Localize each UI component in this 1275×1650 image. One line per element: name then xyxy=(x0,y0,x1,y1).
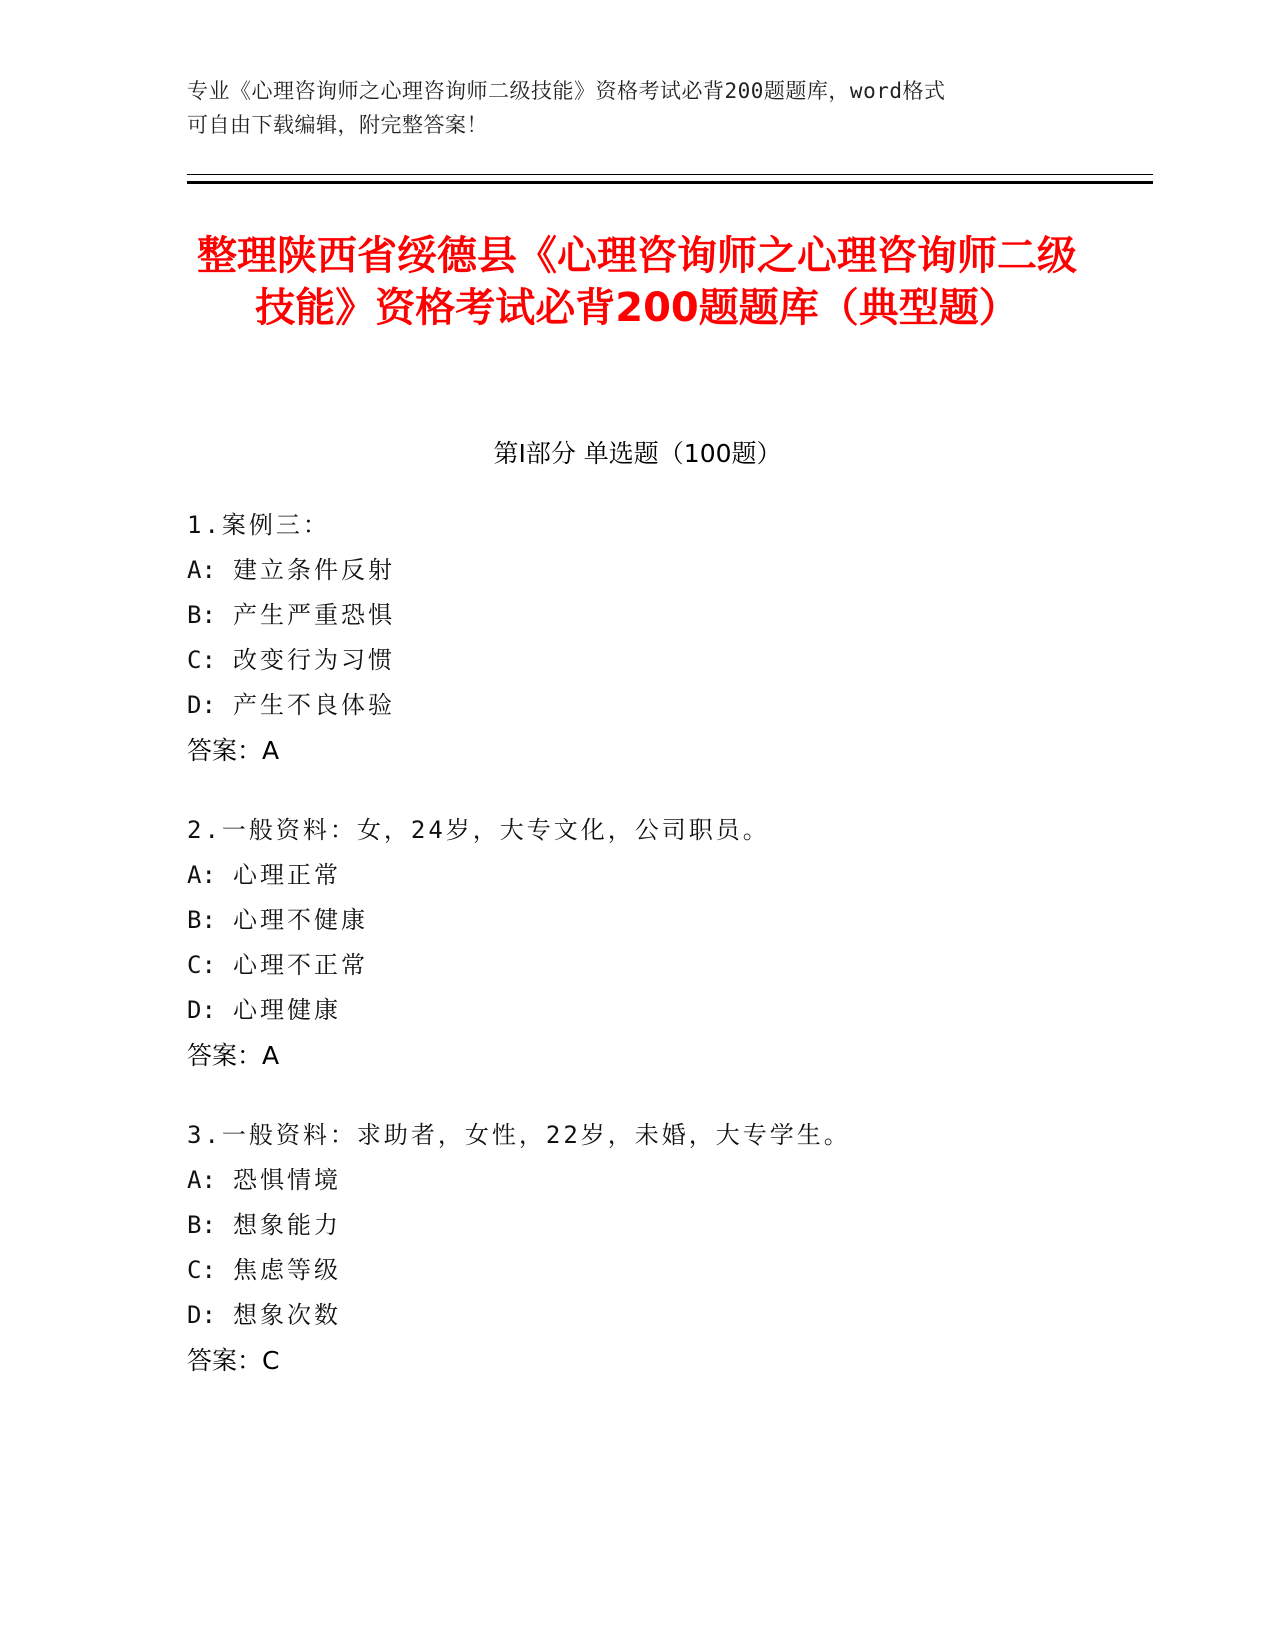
option-letter: B: xyxy=(187,906,216,934)
option-a xyxy=(187,853,1137,898)
header-note-line-2: 可自由下载编辑，附完整答案！ xyxy=(187,113,488,137)
option-b xyxy=(187,1203,1137,1248)
option-c xyxy=(187,943,1137,988)
option-letter: B: xyxy=(187,601,216,629)
option-text: 想象能力 xyxy=(233,1211,341,1239)
option-text: 产生不良体验 xyxy=(233,691,395,719)
option-d xyxy=(187,683,1137,728)
option-text: 心理不健康 xyxy=(233,906,368,934)
question-1 xyxy=(187,503,1137,773)
option-a xyxy=(187,548,1137,593)
document-title: 整理陕西省绥德县《心理咨询师之心理咨询师二级技能》资格考试必背200题题库（典型题） xyxy=(197,233,1077,331)
answer-line: 答案：A xyxy=(187,736,280,765)
answer-line: 答案：A xyxy=(187,1041,280,1070)
option-d xyxy=(187,988,1137,1033)
option-d xyxy=(187,1293,1137,1338)
question-3 xyxy=(187,1113,1137,1383)
option-letter: A: xyxy=(187,1166,216,1194)
question-stem: 1.案例三： xyxy=(187,511,330,539)
option-letter: D: xyxy=(187,996,216,1024)
question-2 xyxy=(187,808,1137,1078)
option-letter: C: xyxy=(187,1256,216,1284)
option-letter: C: xyxy=(187,951,216,979)
option-c xyxy=(187,638,1137,683)
option-text: 心理不正常 xyxy=(233,951,368,979)
question-stem: 3.一般资料：求助者，女性，22岁，未婚，大专学生。 xyxy=(187,1121,851,1149)
option-text: 改变行为习惯 xyxy=(233,646,395,674)
option-letter: D: xyxy=(187,691,216,719)
option-text: 建立条件反射 xyxy=(233,556,395,584)
option-text: 恐惧情境 xyxy=(233,1166,341,1194)
option-text: 心理正常 xyxy=(233,861,341,889)
option-b xyxy=(187,898,1137,943)
option-text: 心理健康 xyxy=(233,996,341,1024)
option-letter: C: xyxy=(187,646,216,674)
option-text: 产生严重恐惧 xyxy=(233,601,395,629)
option-letter: A: xyxy=(187,861,216,889)
answer-line: 答案：C xyxy=(187,1346,280,1375)
section-title: 第Ⅰ部分 单选题（100题） xyxy=(493,439,782,468)
header-divider-thick xyxy=(187,181,1153,184)
option-c xyxy=(187,1248,1137,1293)
option-text: 焦虑等级 xyxy=(233,1256,341,1284)
header-note-line-1: 专业《心理咨询师之心理咨询师二级技能》资格考试必背200题题库，word格式 xyxy=(187,79,946,103)
question-stem: 2.一般资料：女，24岁，大专文化，公司职员。 xyxy=(187,816,770,844)
option-letter: B: xyxy=(187,1211,216,1239)
option-a xyxy=(187,1158,1137,1203)
option-b xyxy=(187,593,1137,638)
header-divider-thin xyxy=(187,174,1153,175)
header-note xyxy=(187,74,1067,142)
option-letter: D: xyxy=(187,1301,216,1329)
option-text: 想象次数 xyxy=(233,1301,341,1329)
option-letter: A: xyxy=(187,556,216,584)
